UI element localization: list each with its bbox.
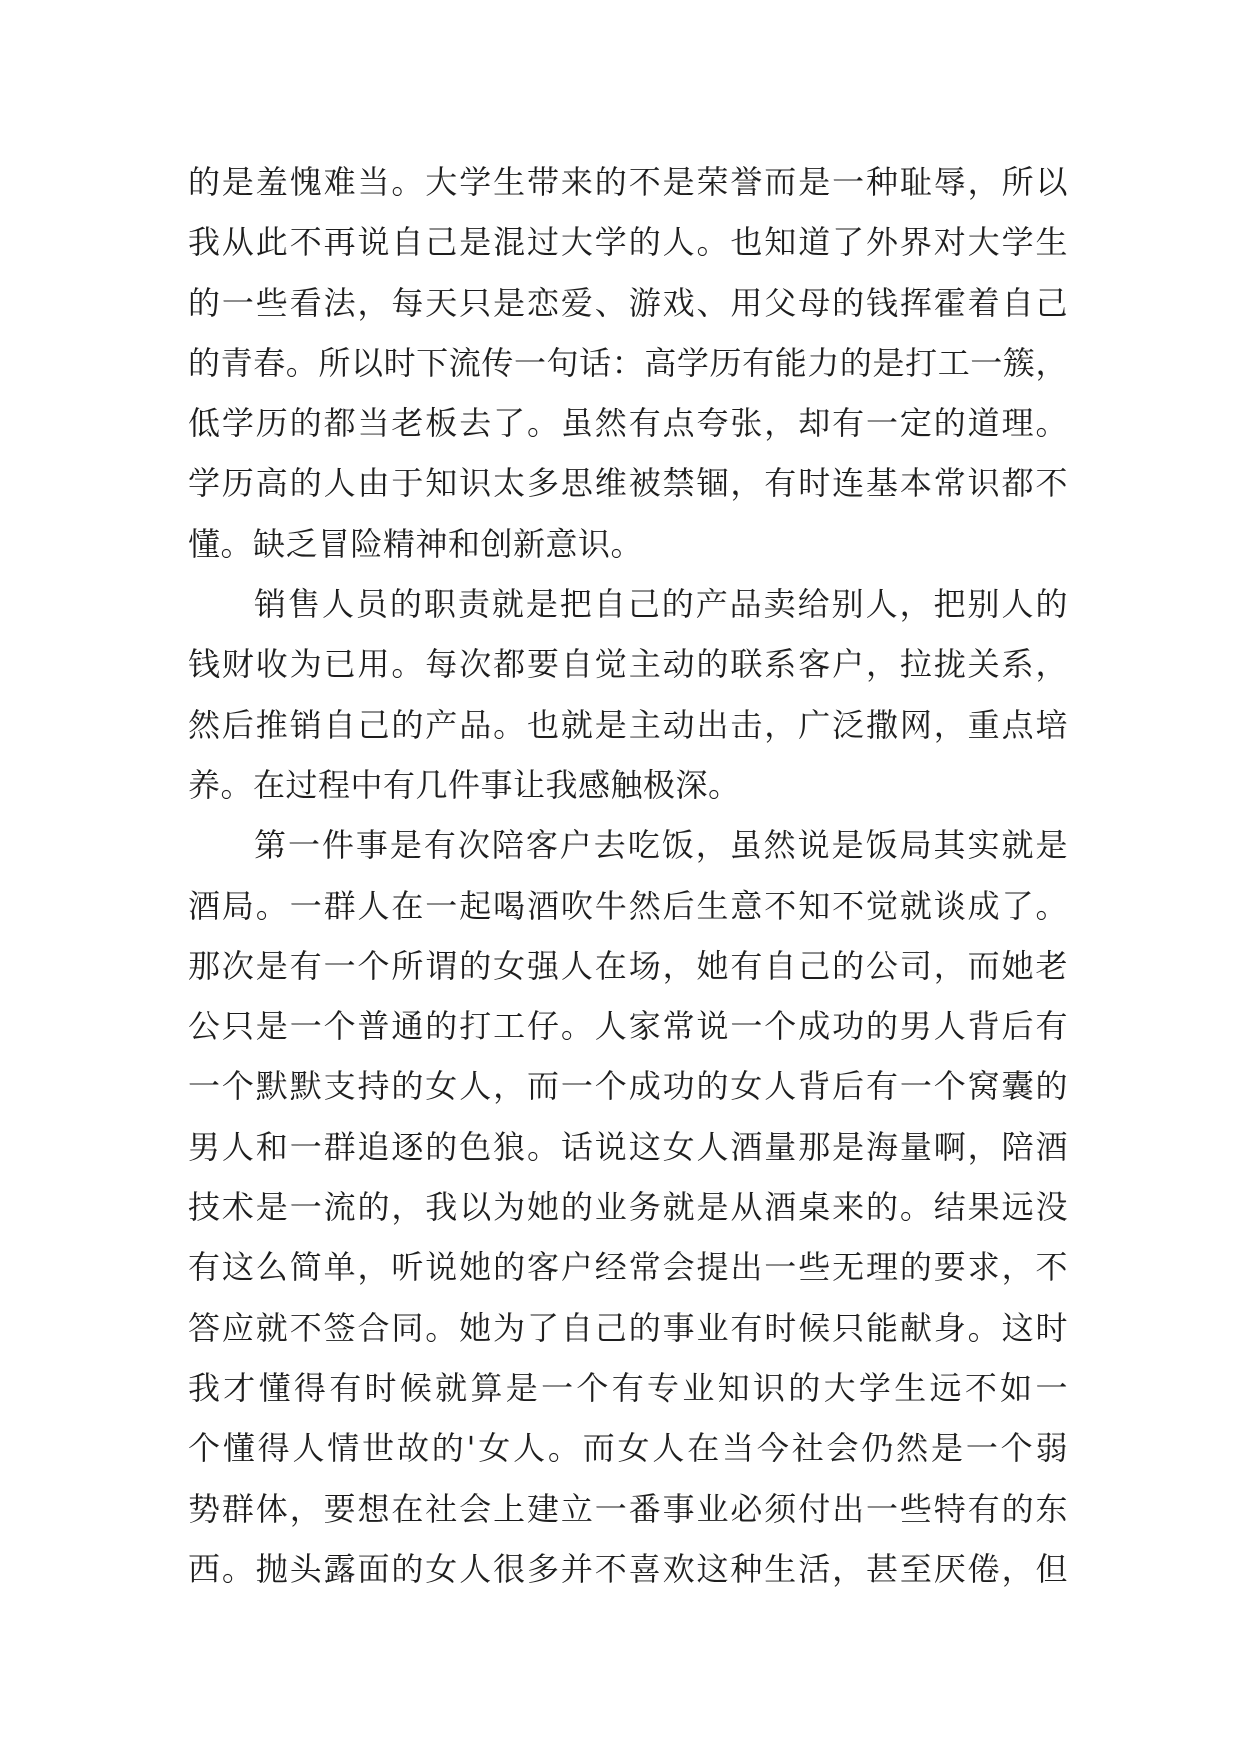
text-line: 低学历的都当老板去了。虽然有点夸张，却有一定的道理。	[188, 404, 1068, 443]
body-text	[188, 152, 1068, 1599]
text-line: 势群体，要想在社会上建立一番事业必须付出一些特有的东	[188, 1489, 1068, 1528]
text-line: 那次是有一个所谓的女强人在场，她有自己的公司，而她老	[188, 946, 1068, 985]
text-line: 酒局。一群人在一起喝酒吹牛然后生意不知不觉就谈成了。	[188, 886, 1068, 925]
text-line: 钱财收为已用。每次都要自觉主动的联系客户，拉拢关系，	[188, 645, 1068, 684]
text-line: 养。在过程中有几件事让我感触极深。	[188, 765, 741, 804]
paragraph-first-line: 销售人员的职责就是把自己的产品卖给别人，把别人的	[254, 585, 1068, 624]
text-line: 的是羞愧难当。大学生带来的不是荣誉而是一种耻辱，所以	[188, 163, 1068, 201]
text-line: 公只是一个普通的打工仔。人家常说一个成功的男人背后有	[188, 1007, 1068, 1046]
text-line: 有这么简单，听说她的客户经常会提出一些无理的要求，不	[188, 1248, 1068, 1287]
text-line: 一个默默支持的女人，而一个成功的女人背后有一个窝囊的	[188, 1067, 1068, 1106]
text-line: 我从此不再说自己是混过大学的人。也知道了外界对大学生	[188, 223, 1068, 262]
text-line: 答应就不签合同。她为了自己的事业有时候只能献身。这时	[188, 1308, 1068, 1347]
text-line: 的青春。所以时下流传一句话：高学历有能力的是打工一簇，	[188, 343, 1068, 382]
text-line: 男人和一群追逐的色狼。话说这女人酒量那是海量啊，陪酒	[188, 1127, 1068, 1166]
paragraph-first-line: 第一件事是有次陪客户去吃饭，虽然说是饭局其实就是	[254, 826, 1068, 865]
text-line: 然后推销自己的产品。也就是主动出击，广泛撒网，重点培	[188, 705, 1068, 744]
text-line: 懂。缺乏冒险精神和创新意识。	[188, 524, 644, 563]
text-line: 我才懂得有时候就算是一个有专业知识的大学生远不如一	[188, 1368, 1068, 1407]
text-line: 技术是一流的，我以为她的业务就是从酒桌来的。结果远没	[188, 1188, 1068, 1227]
text-line: 学历高的人由于知识太多思维被禁锢，有时连基本常识都不	[188, 464, 1068, 503]
text-line: 个懂得人情世故的'女人。而女人在当今社会仍然是一个弱	[188, 1429, 1068, 1468]
text-line: 西。抛头露面的女人很多并不喜欢这种生活，甚至厌倦，但	[188, 1549, 1068, 1588]
text-line: 的一些看法，每天只是恋爱、游戏、用父母的钱挥霍着自己	[188, 283, 1068, 322]
